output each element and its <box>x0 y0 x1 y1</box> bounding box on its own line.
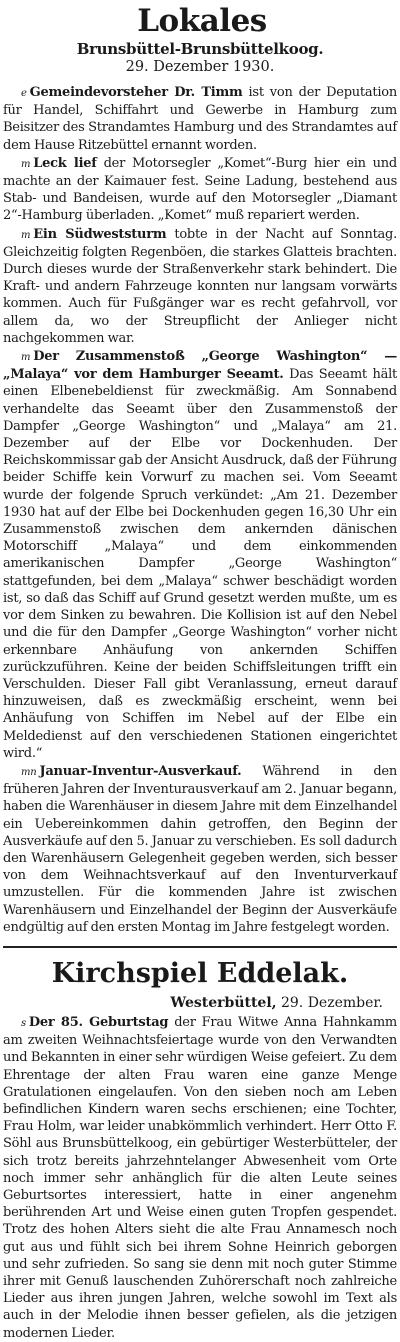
article-geburtstag <box>3 1014 397 1342</box>
section-heading-lokales: Lokales <box>137 3 267 39</box>
dateline-date: 29. Dezember 1930. <box>125 59 275 75</box>
article-lead: Ein Südweststurm <box>33 226 167 242</box>
article-lead: Leck lief <box>33 155 97 171</box>
author-mark: m <box>21 158 31 170</box>
article-text: Das Seeamt hält einen Elbenebeldienst für zweckmäßig. Am Sonnabend verhandelte das Seeamt über den Zusammenstoß der Dampfer „George Washington“ und „Malaya“ am 21. Dezember auf der Elbe vor Dockenhuden. Der Reichskommissar gab der Ansicht Ausdruck, daß der Führung beider Schiffe kein Vorwurf zu machen sei. Vom Seeamt wurde der folgende Spruch verkündet: „Am 21. Dezember 1930 hat auf der Elbe bei Dockenhuden gegen 16,30 Uhr ein Zusammenstoß zwischen dem ankernden dänischen Motorschiff „Malaya“ und dem einkommenden amerikanischen Dampfer „George Washington“ stattgefunden, bei dem „Malaya“ schwer beschädigt worden ist, so daß das Schiff auf Grund gesetzt werden mußte, um es vor dem Sinken zu bewahren. Die Kollision ist auf den Nebel und die für den Dampfer „George Washington“ vorher nicht erkennbare Anhäufung von ankernden Schiffen zurückzuführen. Keine der beiden Schiffsleitungen trifft ein Verschulden. Dieser Fall gibt Veranlassung, erneut darauf hinzuweisen, daß es zweckmäßig erscheint, wenn bei Anhäufung von Schiffen im Nebel auf der Elbe ein Meldedienst auf den verschiedenen Stationen eingerichtet wird.“ <box>3 367 398 761</box>
article-leck <box>3 155 397 225</box>
dateline-date: 29. Dezember. <box>276 994 383 1011</box>
dateline-place: Westerbüttel, <box>170 994 277 1011</box>
article-text: ist von der Deputation für Handel, Schiffahrt und Gewerbe in Hamburg zum Beisitzer des Strandamtes Hamburg und des Strandamtes auf dem Hause Ritzebüttel ernannt worden. <box>3 85 397 153</box>
section-divider <box>3 946 397 948</box>
article-lead: Januar-Inventur-Ausverkauf. <box>39 763 242 779</box>
article-lead: Der Zusammenstoß „George Washington“ — „Malaya“ vor dem Hamburger Seeamt. <box>3 349 397 383</box>
author-mark: e <box>21 88 27 99</box>
article-zusammenstoss <box>3 348 397 762</box>
dateline-place: Brunsbüttel-Brunsbüttelkoog. <box>76 40 324 58</box>
article-lead: Der 85. Geburtstag <box>28 1014 169 1030</box>
author-mark: s <box>21 1017 26 1029</box>
article-text: der Motorsegler „Komet“-Burg hier ein und machte an der Kaimauer fest. Seine Ladung, bestehend aus Stab- und Bandeisen, wurde auf den Motorsegler „Diamant 2“-Hamburg überladen. „Komet“ muß repariert werden. <box>3 155 397 224</box>
article-timm <box>3 84 397 154</box>
article-text: Während in den früheren Jahren der Inventurausverkauf am 2. Januar begann, haben die Warenhäuser in diesem Jahre mit dem Einzelhandel ein Uebereinkommen dahin getroffen, den Beginn der Ausverkäufe auf den 5. Januar zu verschieben. Es soll dadurch den Warenhäusern Gelegenheit gegeben werden, sich besser von dem Weihnachtsverkauf auf den Inventurverkauf umzustellen. Für die kommenden Jahre ist zwischen Warenhäusern und Einzelhandel der Beginn der Ausverkäufe endgültig auf den ersten Montag im Jahre festgelegt worden. <box>3 763 397 935</box>
article-lead: Gemeindevorsteher Dr. Timm <box>29 85 243 100</box>
article-inventur <box>3 763 397 936</box>
article-text: der Frau Witwe Anna Hahnkamm am zweiten Weihnachtsfeiertage wurde von den Verwandten und Bekannten in einer sehr würdigen Weise gefeiert. Zu dem Ehrentage der alten Frau waren eine ganze Menge Gratulationen eingelaufen. Von den sieben noch am Leben befindlichen Kindern waren sechs erschienen; eine Tochter, Frau Holm, war leider unabkömmlich verhindert. Herr Otto F. Söhl aus Brunsbüttelkoog, ein gebürtiger Westerbütteler, der sich trotz bereits jahrzehntelanger Abwesenheit vom Orte noch immer sehr anhänglich für die alten Leute seines Geburtsortes interessiert, hatte in einer angenehm berührenden Art und Weise einen guten Tropfen gespendet. Trotz des hohen Alters sieht die alte Frau Annamesch noch gut aus und fühlt sich bei ihrem Sohne Heinrich geborgen und sehr zufrieden. So sang sie denn mit noch guter Stimme ihrer mit Genuß lauschenden Zuhörerschaft noch zahlreiche Lieder aus ihren jungen Jahren, welche sowohl im Text als auch in der Melodie ihnen besser gefielen, als die jetzigen modernen Lieder. <box>3 1014 397 1341</box>
author-mark: mn <box>21 766 37 778</box>
author-mark: m <box>21 229 31 241</box>
article-text: tobte in der Nacht auf Sonntag. Gleichzeitig folgten Regenböen, die starkes Glatteis brachten. Durch dieses wurde der Straßenverkehr stark behindert. Die Kraft- und andern Fahrzeuge konnten nur langsam vorwärts kommen. Auch für Fußgänger war es recht gefahrvoll, vor allem da, wo der Streupflicht der Anlieger nicht nachgekommen war. <box>3 226 398 346</box>
dateline-westerbuettel <box>3 994 383 1012</box>
author-mark: m <box>21 352 31 364</box>
section-heading-eddelak: Kirchspiel Eddelak. <box>51 957 349 989</box>
article-sturm <box>3 226 397 347</box>
